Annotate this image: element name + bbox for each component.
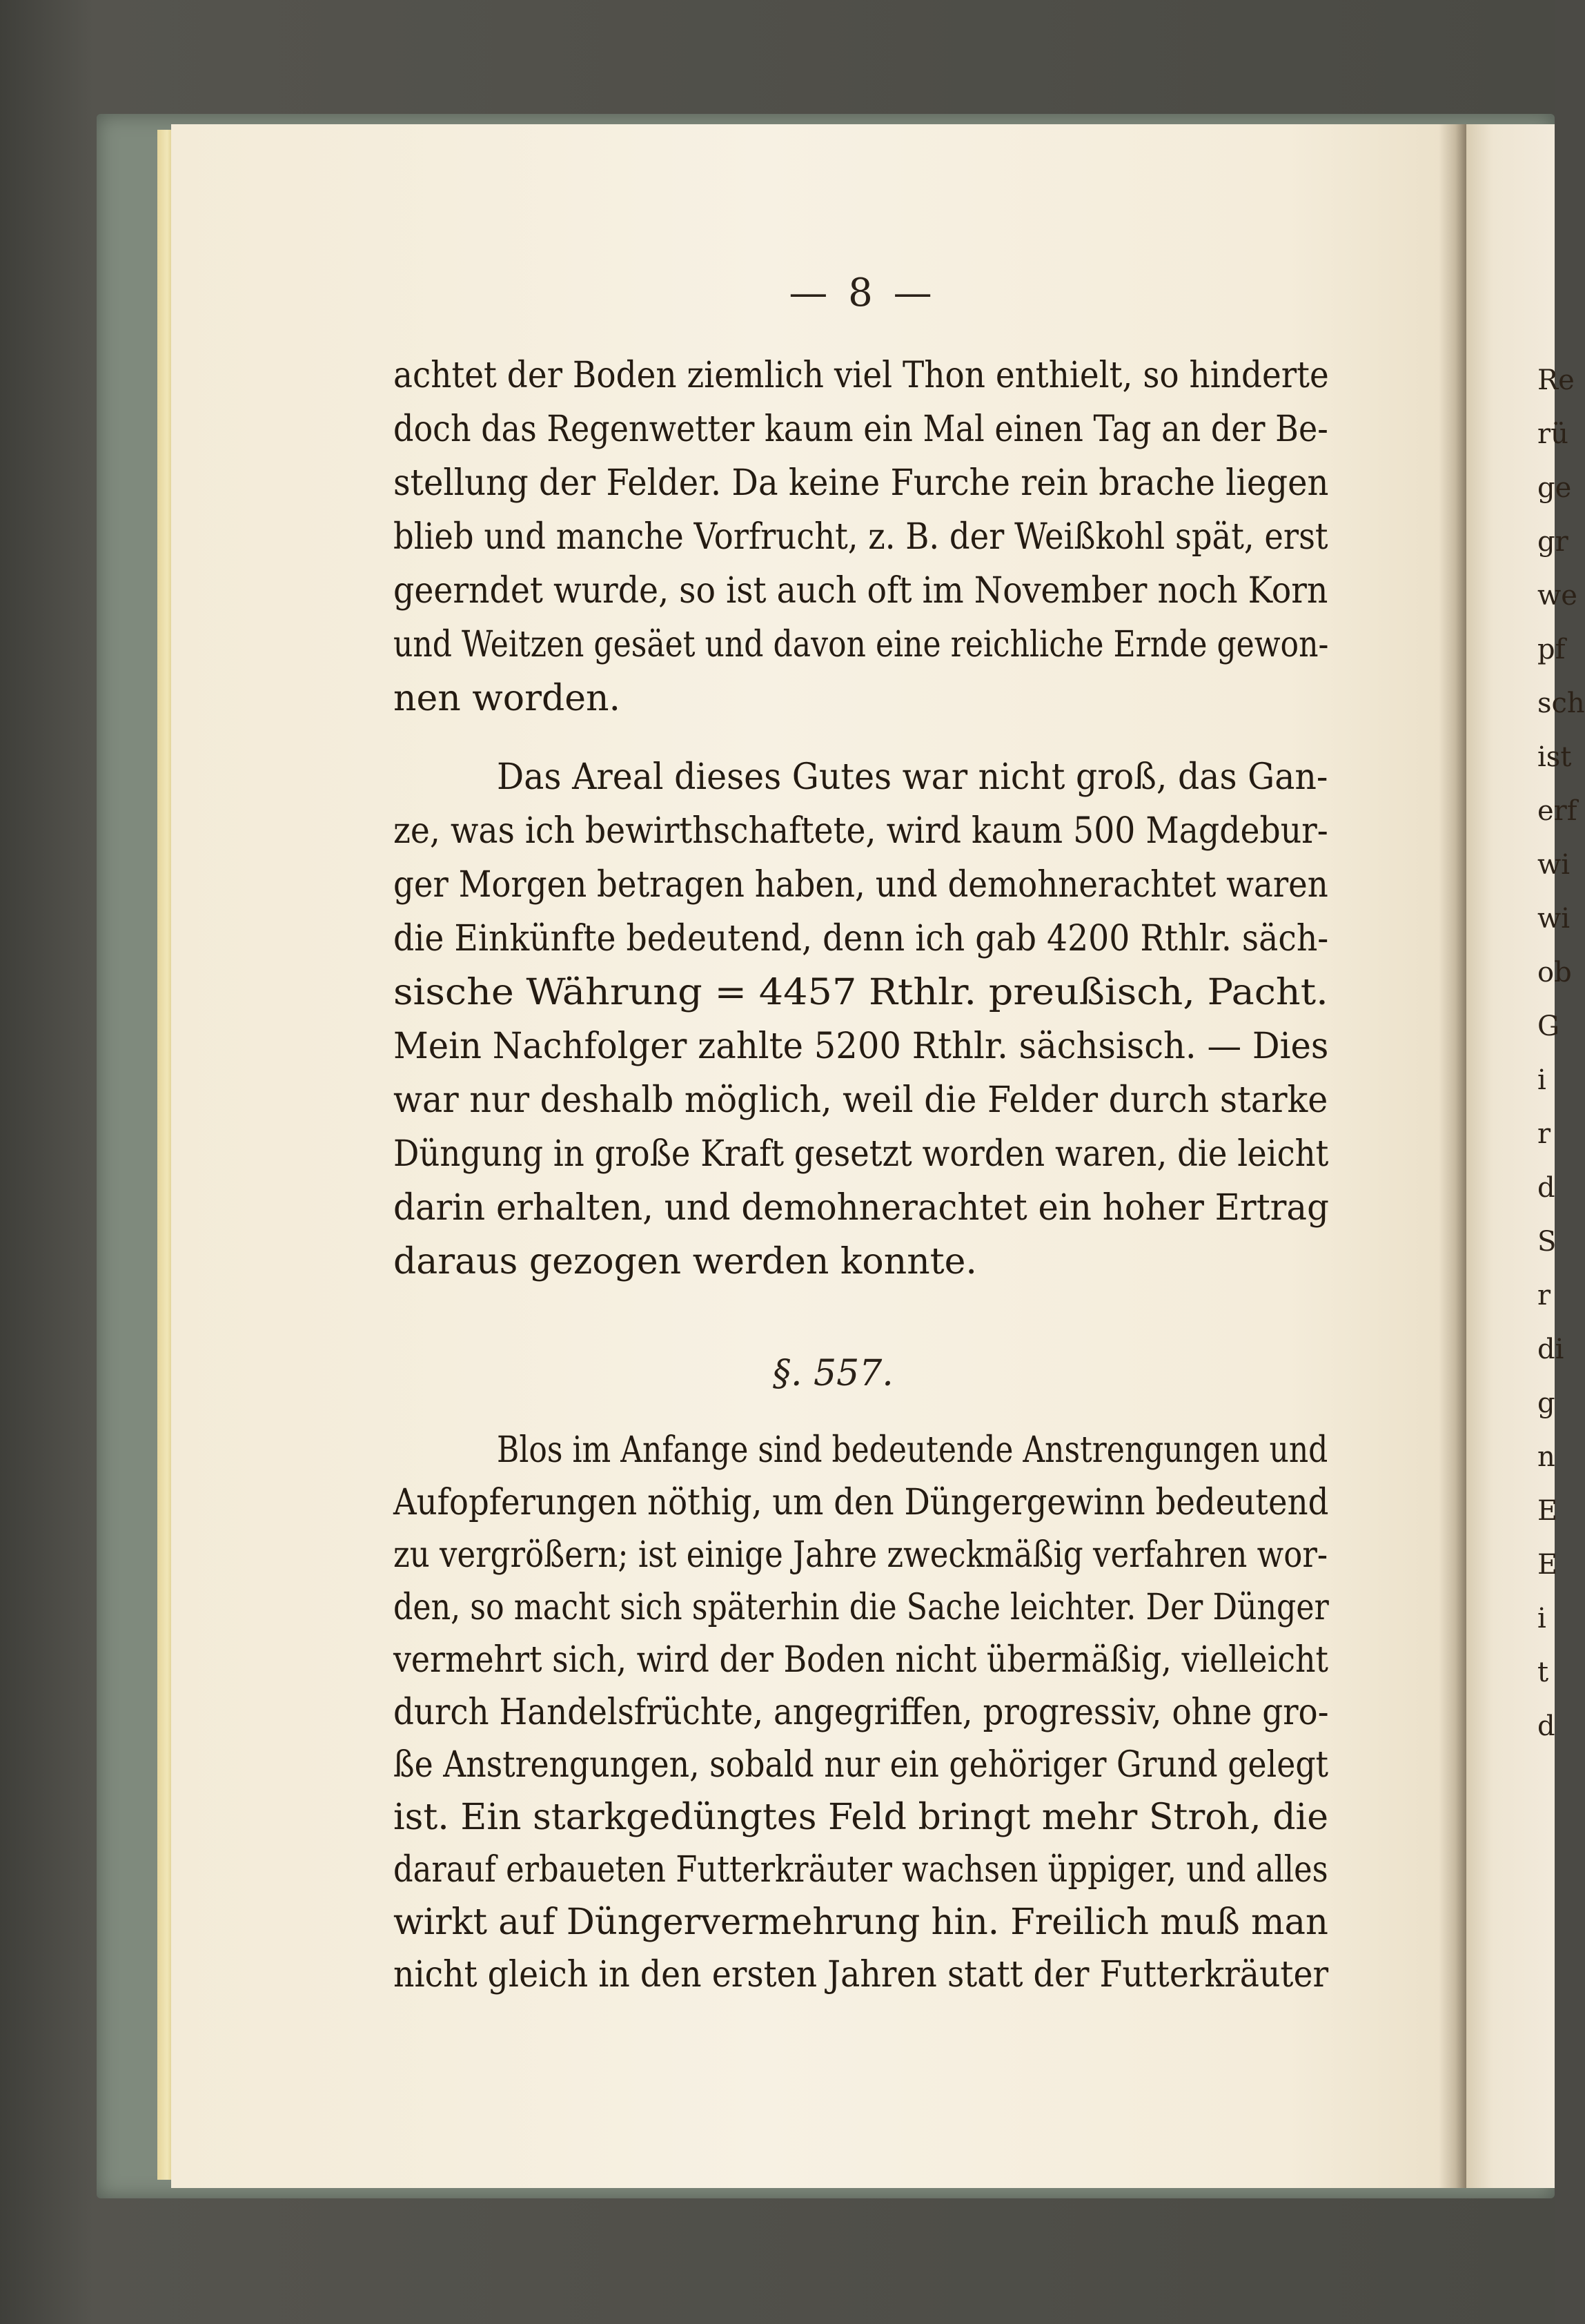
text-line: Aufopferungen nöthig, um den Düngergewinn bedeutend <box>393 1482 1329 1523</box>
text-line: blieb und manche Vorfrucht, z. B. der Weißkohl spät, erst <box>393 516 1328 558</box>
next-page-fragment: we <box>1537 580 1577 612</box>
text-line: stellung der Felder. Da keine Furche rein brache liegen <box>393 462 1329 504</box>
text-line: durch Handelsfrüchte, angegriffen, progressiv, ohne gro- <box>393 1692 1329 1733</box>
text-line: und Weitzen gesäet und davon eine reichliche Ernde gewon- <box>393 624 1329 665</box>
next-page-fragment: Re <box>1537 364 1575 396</box>
page-number: — 8 — <box>789 271 936 315</box>
next-page-fragment: G <box>1537 1010 1559 1042</box>
text-line: den, so macht sich späterhin die Sache leichter. Der Dünger <box>393 1587 1329 1628</box>
next-page-fragment: r <box>1537 1280 1551 1311</box>
text-line: nicht gleich in den ersten Jahren statt der Futterkräuter <box>393 1954 1329 1995</box>
next-page-fragment: t <box>1537 1657 1549 1688</box>
next-page-fragment: i <box>1537 1064 1546 1096</box>
next-page-fragment: i <box>1537 1603 1546 1634</box>
next-page-fragment: gr <box>1537 526 1568 558</box>
text-line: war nur deshalb möglich, weil die Felder durch starke <box>393 1080 1328 1121</box>
next-page-fragment: d <box>1537 1172 1555 1204</box>
text-line: achtet der Boden ziemlich viel Thon enthielt, so hinderte <box>393 355 1329 396</box>
next-page-fragment: ge <box>1537 472 1572 504</box>
text-line: vermehrt sich, wird der Boden nicht übermäßig, vielleicht <box>393 1639 1328 1681</box>
next-page-fragment: E <box>1537 1549 1558 1581</box>
text-line: darauf erbaueten Futterkräuter wachsen üppiger, und alles <box>393 1849 1328 1891</box>
text-line: ze, was ich bewirthschaftete, wird kaum 500 Magdebur- <box>393 810 1328 852</box>
text-line: doch das Regenwetter kaum ein Mal einen Tag an der Be- <box>393 409 1328 450</box>
text-line: Das Areal dieses Gutes war nicht groß, das Gan- <box>497 756 1328 798</box>
text-line: sische Währung = 4457 Rthlr. preußisch, Pacht. <box>393 972 1328 1013</box>
next-page-fragment: ist <box>1537 741 1572 773</box>
next-page-fragment: d <box>1537 1710 1555 1742</box>
text-line: nen worden. <box>393 678 621 719</box>
next-page-fragment: pf <box>1537 634 1566 665</box>
text-line: Düngung in große Kraft gesetzt worden waren, die leicht <box>393 1133 1329 1175</box>
next-page-fragment: E <box>1537 1495 1558 1527</box>
text-line: Blos im Anfange sind bedeutende Anstrengungen und <box>497 1429 1328 1471</box>
text-line: ist. Ein starkgedüngtes Feld bringt mehr Stroh, die <box>393 1797 1329 1838</box>
next-page-fragment: erf <box>1537 795 1577 827</box>
next-page-fragment: ob <box>1537 957 1572 988</box>
text-line: ger Morgen betragen haben, und demohnerachtet waren <box>393 864 1328 906</box>
text-line: geerndet wurde, so ist auch oft im November noch Korn <box>393 570 1328 612</box>
next-page-fragment: rü <box>1537 418 1568 450</box>
text-line: zu vergrößern; ist einige Jahre zweckmäßig verfahren wor- <box>393 1534 1328 1576</box>
section-heading: §. 557. <box>773 1353 894 1394</box>
text-line: wirkt auf Düngervermehrung hin. Freilich muß man <box>393 1902 1328 1943</box>
text-line: darin erhalten, und demohnerachtet ein hoher Ertrag <box>393 1187 1329 1229</box>
book-gutter <box>1439 124 1466 2188</box>
next-page-fragment: wi <box>1537 849 1571 881</box>
next-page-fragment: n <box>1537 1441 1555 1473</box>
text-line: Mein Nachfolger zahlte 5200 Rthlr. sächsisch. — Dies <box>393 1026 1329 1067</box>
text-line: die Einkünfte bedeutend, denn ich gab 4200 Rthlr. säch- <box>393 918 1329 959</box>
next-page-fragment: S <box>1537 1226 1557 1258</box>
next-page-fragment: sch <box>1537 687 1585 719</box>
next-page-fragment: wi <box>1537 903 1571 935</box>
text-line: daraus gezogen werden konnte. <box>393 1241 977 1282</box>
next-page-fragment: g <box>1537 1387 1555 1419</box>
next-page-fragment: r <box>1537 1118 1551 1150</box>
next-page-fragment: di <box>1537 1334 1564 1365</box>
text-line: ße Anstrengungen, sobald nur ein gehöriger Grund gelegt <box>393 1744 1329 1786</box>
